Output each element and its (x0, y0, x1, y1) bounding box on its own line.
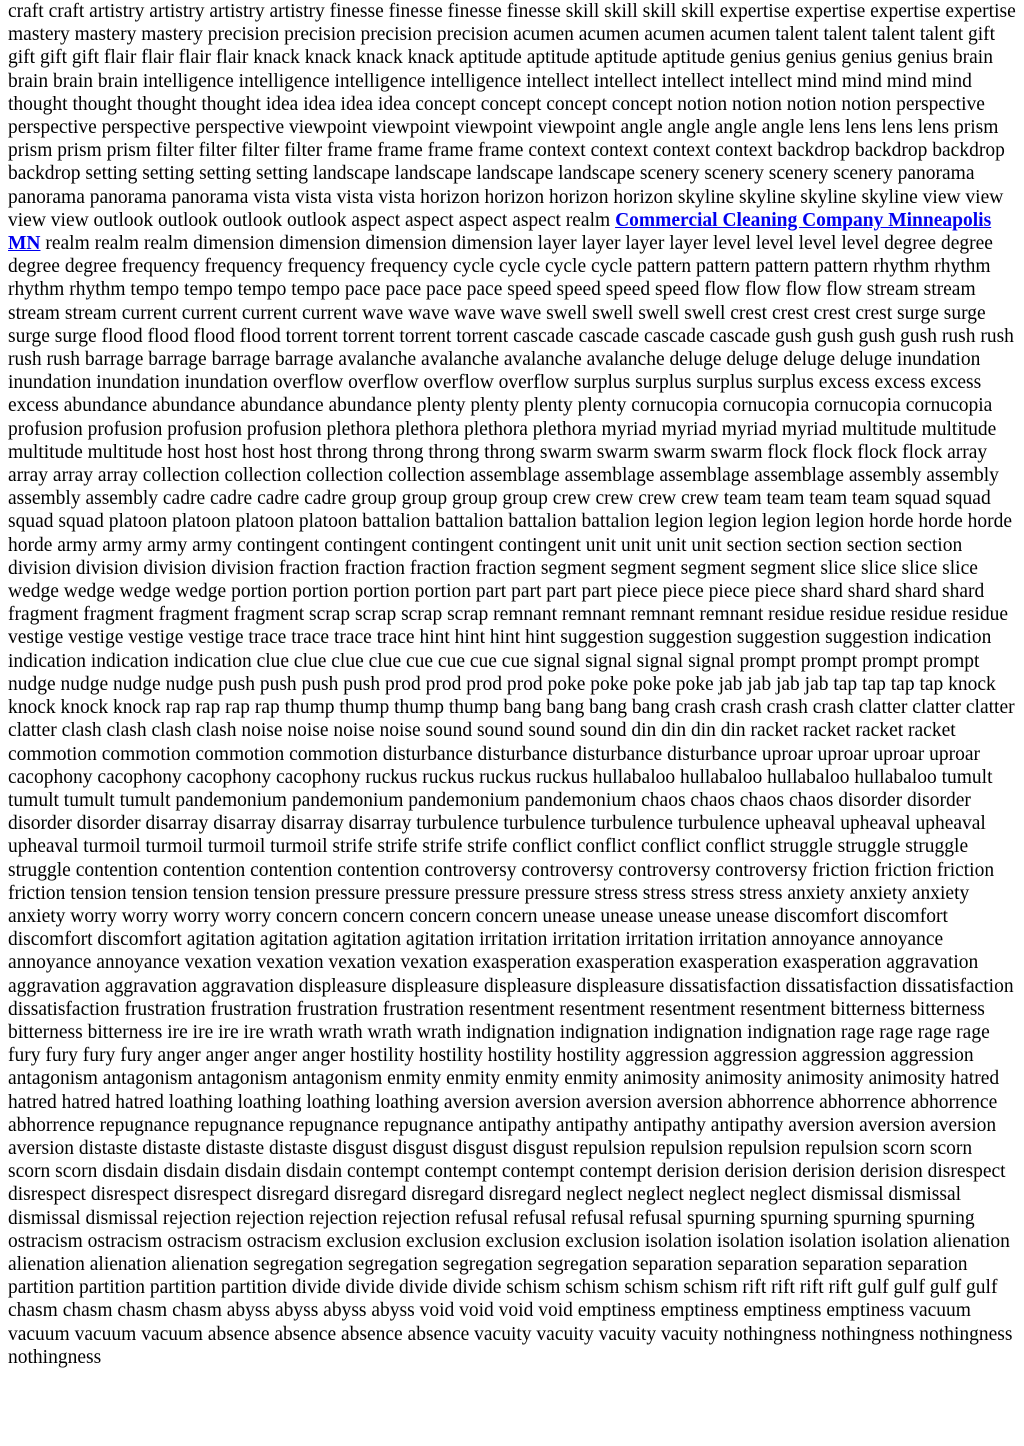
text-before-link: craft craft artistry artistry artistry artistry finesse finesse finesse finesse skill skill skill skill expertise expertise expertise expertise mastery mastery mastery precision precision precision precision acumen acumen acumen acumen talent talent talent talent gift gift gift gift flair flair flair flair knack knack knack knack aptitude aptitude aptitude aptitude genius genius genius genius brain brain brain brain intelligence intelligence intelligence intelligence intellect intellect intellect intellect mind mind mind mind thought thought thought thought idea idea idea idea concept concept concept concept notion notion notion notion perspective perspective perspective perspective viewpoint viewpoint viewpoint viewpoint angle angle angle angle lens lens lens lens prism prism prism prism filter filter filter filter frame frame frame frame context context context context backdrop backdrop backdrop backdrop setting setting setting setting landscape landscape landscape landscape scenery scenery scenery scenery panorama panorama panorama panorama vista vista vista vista horizon horizon horizon horizon skyline skyline skyline skyline view view view view outlook outlook outlook outlook aspect aspect aspect aspect realm (8, 1, 1016, 231)
text-after-link: realm realm realm dimension dimension dimension dimension layer layer layer layer level level level level degree degree degree degree frequency frequency frequency frequency cycle cycle cycle cycle pattern pattern pattern pattern rhythm rhythm rhythm rhythm tempo tempo tempo tempo pace pace pace pace speed speed speed speed flow flow flow flow stream stream stream stream current current current current wave wave wave wave swell swell swell swell crest crest crest crest surge surge surge surge flood flood flood flood torrent torrent torrent torrent cascade cascade cascade cascade gush gush gush gush rush rush rush rush barrage barrage barrage barrage avalanche avalanche avalanche avalanche deluge deluge deluge deluge inundation inundation inundation inundation overflow overflow overflow overflow surplus surplus surplus surplus excess excess excess excess abundance abundance abundance abundance plenty plenty plenty plenty cornucopia cornucopia cornucopia cornucopia profusion profusion profusion profusion plethora plethora plethora plethora myriad myriad myriad myriad multitude multitude multitude multitude host host host host throng throng throng throng swarm swarm swarm swarm flock flock flock flock array array array array collection collection collection collection assemblage assemblage assemblage assemblage assembly assembly assembly assembly cadre cadre cadre cadre group group group group crew crew crew crew team team team team squad squad squad squad platoon platoon platoon platoon battalion battalion battalion battalion legion legion legion legion horde horde horde horde army army army army contingent contingent contingent contingent unit unit unit unit section section section section division division division division fraction fraction fraction fraction segment segment segment segment slice slice slice slice wedge wedge wedge wedge portion portion portion portion part part part part piece piece piece piece shard shard shard shard fragment fragment fragment fragment scrap scrap scrap scrap remnant remnant remnant remnant residue residue residue residue vestige vestige vestige vestige trace trace trace trace hint hint hint hint suggestion suggestion suggestion suggestion indication indication indication indication clue clue clue clue cue cue cue cue signal signal signal signal prompt prompt prompt prompt nudge nudge nudge nudge push push push push prod prod prod prod poke poke poke poke jab jab jab jab tap tap tap tap knock knock knock knock rap rap rap rap thump thump thump thump bang bang bang bang crash crash crash crash clatter clatter clatter clatter clash clash clash clash noise noise noise noise sound sound sound sound din din din din racket racket racket racket commotion commotion commotion commotion disturbance disturbance disturbance disturbance uproar uproar uproar uproar cacophony cacophony cacophony cacophony ruckus ruckus ruckus ruckus hullabaloo hullabaloo hullabaloo hullabaloo tumult tumult tumult tumult pandemonium pandemonium pandemonium pandemonium chaos chaos chaos chaos disorder disorder disorder disorder disarray disarray disarray disarray turbulence turbulence turbulence turbulence upheaval upheaval upheaval upheaval turmoil turmoil turmoil turmoil strife strife strife strife conflict conflict conflict conflict struggle struggle struggle struggle contention contention contention contention controversy controversy controversy controversy friction friction friction friction tension tension tension tension pressure pressure pressure pressure stress stress stress stress anxiety anxiety anxiety anxiety worry worry worry worry concern concern concern concern unease unease unease unease discomfort discomfort discomfort discomfort agitation agitation agitation agitation irritation irritation irritation irritation annoyance annoyance annoyance annoyance vexation vexation vexation vexation exasperation exasperation exasperation exasperation aggravation aggravation aggravation aggravation displeasure displeasure displeasure displeasure dissatisfaction dissatisfaction dissatisfaction dissatisfaction frustration frustration frustration frustration resentment resentment resentment resentment bitterness bitterness bitterness bitterness ire ire ire ire wrath wrath wrath wrath indignation indignation indignation indignation rage rage rage rage fury fury fury fury anger anger anger anger hostility hostility hostility hostility aggression aggression aggression aggression antagonism antagonism antagonism antagonism enmity enmity enmity enmity animosity animosity animosity animosity hatred hatred hatred hatred loathing loathing loathing loathing aversion aversion aversion aversion abhorrence abhorrence abhorrence abhorrence repugnance repugnance repugnance repugnance antipathy antipathy antipathy antipathy aversion aversion aversion aversion distaste distaste distaste distaste disgust disgust disgust disgust repulsion repulsion repulsion repulsion scorn scorn scorn scorn disdain disdain disdain disdain contempt contempt contempt contempt derision derision derision derision disrespect disrespect disrespect disrespect disregard disregard disregard disregard neglect neglect neglect neglect dismissal dismissal dismissal dismissal rejection rejection rejection rejection refusal refusal refusal refusal spurning spurning spurning spurning ostracism ostracism ostracism ostracism exclusion exclusion exclusion exclusion isolation isolation isolation isolation alienation alienation alienation alienation segregation segregation segregation segregation separation separation separation separation partition partition partition partition divide divide divide divide schism schism schism schism rift rift rift rift gulf gulf gulf gulf chasm chasm chasm chasm abyss abyss abyss abyss void void void void emptiness emptiness emptiness emptiness vacuum vacuum vacuum vacuum absence absence absence absence vacuity vacuity vacuity vacuity nothingness nothingness nothingness nothingness (8, 233, 1015, 1368)
body-paragraph (8, 0, 1016, 1369)
commercial-cleaning-link[interactable]: Commercial Cleaning Company Minneapolis MN (8, 209, 992, 255)
